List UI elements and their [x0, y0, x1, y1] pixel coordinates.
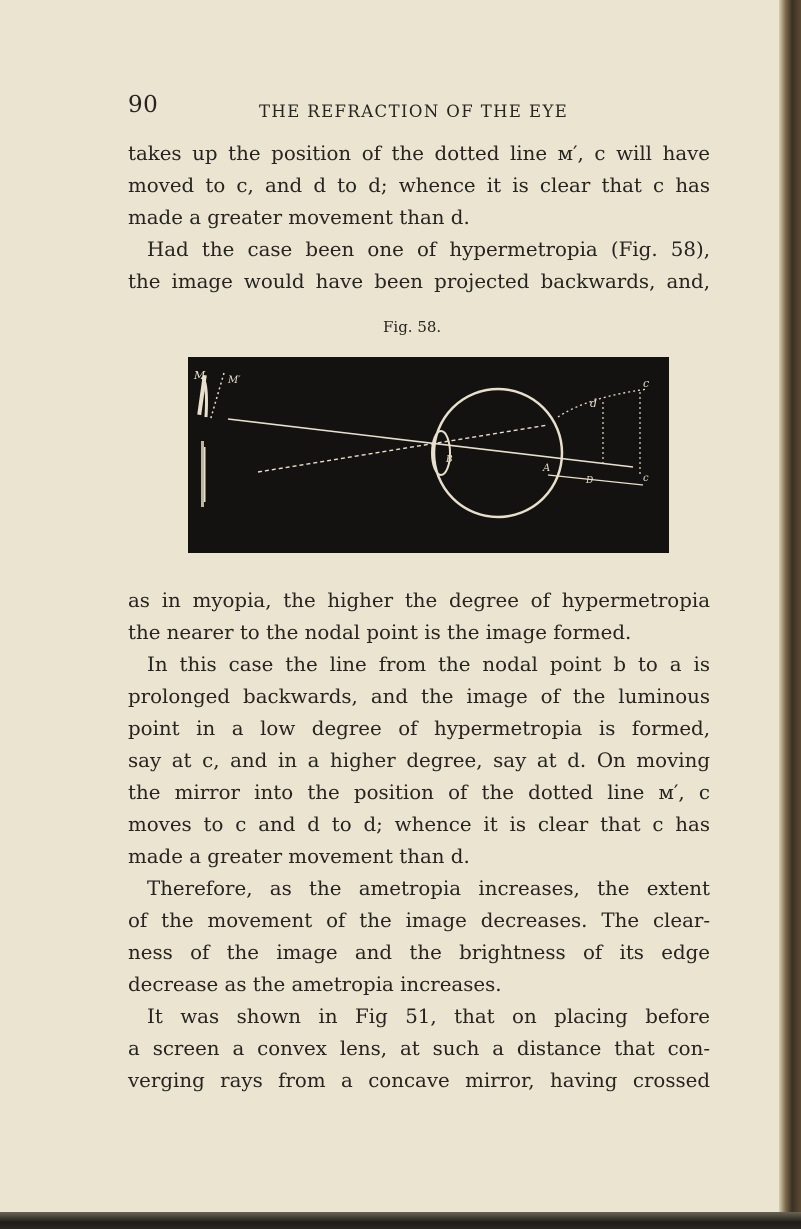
- eye-globe: [434, 389, 562, 517]
- text-line: moved to c, and d to d; whence it is clear that c has: [128, 174, 710, 197]
- mirror-lower-bar: [201, 441, 204, 507]
- text-line: a screen a convex lens, at such a distance that con-: [128, 1037, 710, 1060]
- label-d-lower: D: [586, 476, 594, 486]
- running-head: THE REFRACTION OF THE EYE: [259, 102, 569, 121]
- figure-58: [188, 357, 669, 553]
- book-spine-edge: [779, 0, 801, 1229]
- label-a: A: [543, 463, 551, 474]
- text-line: the mirror into the position of the dotted line м′, c: [128, 781, 710, 804]
- bottom-paragraph: [128, 585, 710, 1097]
- label-d-upper: d: [590, 397, 598, 410]
- text-line: takes up the position of the dotted line м′, c will have: [128, 142, 710, 165]
- text-line: the nearer to the nodal point is the image formed.: [128, 621, 632, 644]
- text-line: Therefore, as the ametropia increases, the extent: [147, 877, 710, 900]
- ray-upper: [228, 419, 633, 467]
- text-line: made a greater movement than d.: [128, 206, 470, 229]
- text-line: point in a low degree of hypermetropia is formed,: [128, 717, 710, 740]
- mirror-m-prime-dotted: [210, 373, 224, 421]
- eye-diagram: [188, 357, 669, 553]
- ray-lower-dashed: [258, 425, 551, 474]
- text-line: verging rays from a concave mirror, having crossed: [128, 1069, 710, 1092]
- text-line: prolonged backwards, and the image of the luminous: [128, 685, 710, 708]
- text-line: It was shown in Fig 51, that on placing before: [147, 1005, 710, 1028]
- text-line: In this case the line from the nodal point b to a is: [147, 653, 710, 676]
- top-paragraph: [128, 138, 710, 298]
- figure-caption: Fig. 58.: [383, 318, 442, 336]
- text-line: the image would have been projected backwards, and,: [128, 270, 710, 293]
- book-bottom-edge: [0, 1212, 801, 1229]
- text-line: ness of the image and the brightness of its edge: [128, 941, 710, 964]
- label-c-lower: c: [643, 473, 649, 484]
- text-line: as in myopia, the higher the degree of hypermetropia: [128, 589, 710, 612]
- text-line: Had the case been one of hypermetropia (Fig. 58),: [147, 238, 710, 261]
- text-line: moves to c and d to d; whence it is clear that c has: [128, 813, 710, 836]
- text-line: of the movement of the image decreases. The clear-: [128, 909, 710, 932]
- label-m-prime: M′: [228, 375, 241, 386]
- text-line: say at c, and in a higher degree, say at d. On moving: [128, 749, 710, 772]
- text-line: made a greater movement than d.: [128, 845, 470, 868]
- text-line: decrease as the ametropia increases.: [128, 973, 502, 996]
- page-number: 90: [128, 92, 159, 118]
- label-b: B: [446, 455, 453, 465]
- label-c-upper: c: [643, 377, 650, 390]
- ray-lower-right: [548, 475, 643, 485]
- label-m: M: [194, 369, 206, 382]
